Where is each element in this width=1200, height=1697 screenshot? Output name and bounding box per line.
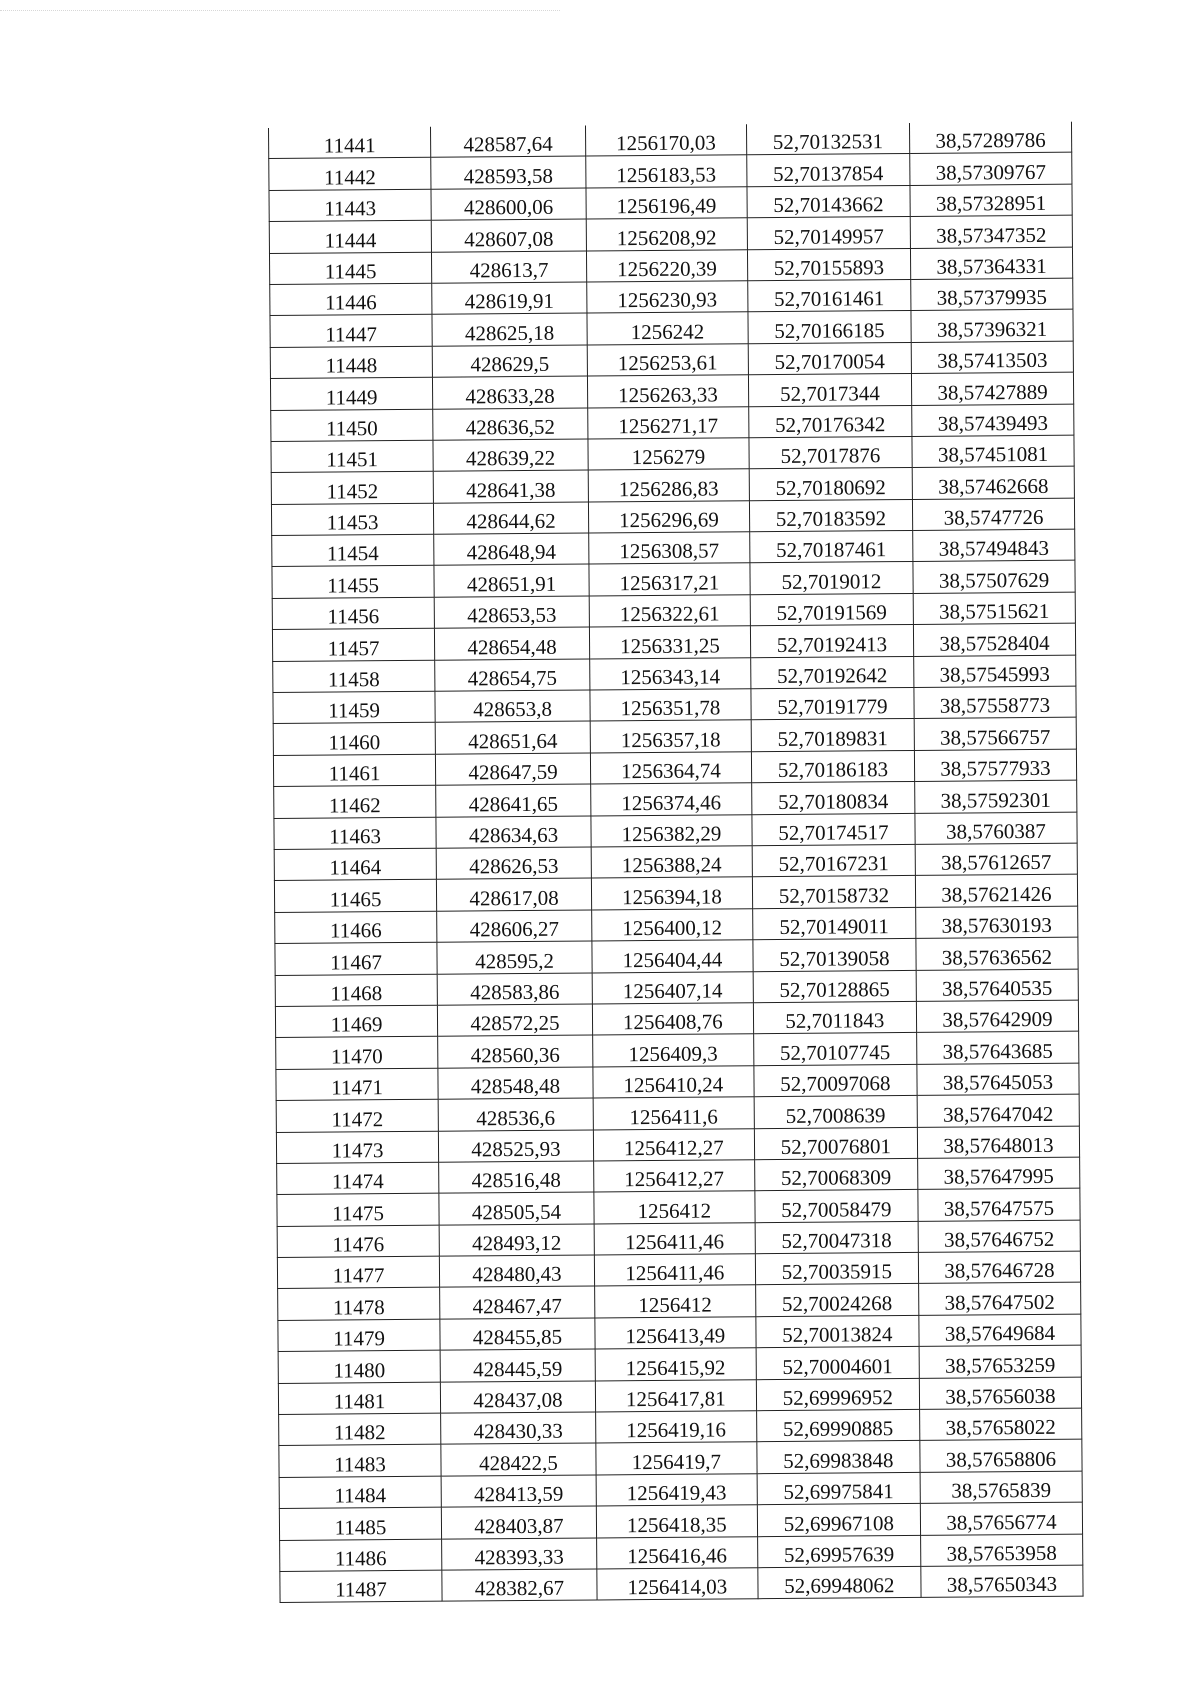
x-coordinate-cell: 428480,43 <box>439 1255 594 1288</box>
y-coordinate-cell: 1256411,6 <box>593 1097 754 1130</box>
x-coordinate-cell: 428613,7 <box>432 251 587 284</box>
x-coordinate-cell: 428644,62 <box>433 502 588 535</box>
longitude-cell: 38,57528404 <box>913 623 1075 656</box>
longitude-cell: 38,57462668 <box>912 466 1074 499</box>
y-coordinate-cell: 1256388,24 <box>591 846 752 879</box>
latitude-cell: 52,7017876 <box>749 436 912 469</box>
latitude-cell: 52,70068309 <box>754 1158 917 1191</box>
y-coordinate-cell: 1256415,92 <box>595 1348 756 1381</box>
y-coordinate-cell: 1256411,46 <box>594 1254 755 1287</box>
latitude-cell: 52,70149957 <box>747 217 910 250</box>
longitude-cell: 38,57653259 <box>919 1345 1081 1378</box>
y-coordinate-cell: 1256263,33 <box>587 375 748 408</box>
longitude-cell: 38,57507629 <box>913 561 1075 594</box>
point-number-cell: 11455 <box>272 566 434 599</box>
latitude-cell: 52,70180692 <box>749 468 912 501</box>
x-coordinate-cell: 428607,08 <box>431 219 586 252</box>
point-number-cell: 11452 <box>271 472 433 505</box>
y-coordinate-cell: 1256271,17 <box>588 406 749 439</box>
y-coordinate-cell: 1256286,83 <box>588 469 749 502</box>
longitude-cell: 38,5747726 <box>912 498 1074 531</box>
longitude-cell: 38,57643685 <box>917 1031 1079 1064</box>
latitude-cell: 52,69996952 <box>756 1378 919 1411</box>
latitude-cell: 52,70170054 <box>748 342 911 375</box>
point-number-cell: 11465 <box>274 880 436 913</box>
x-coordinate-cell: 428654,75 <box>435 659 590 692</box>
x-coordinate-cell: 428413,59 <box>441 1475 596 1508</box>
x-coordinate-cell: 428641,38 <box>433 470 588 503</box>
x-coordinate-cell: 428617,08 <box>436 878 591 911</box>
point-number-cell: 11446 <box>270 283 432 316</box>
point-number-cell: 11479 <box>278 1319 440 1352</box>
y-coordinate-cell: 1256220,39 <box>586 249 747 282</box>
point-number-cell: 11487 <box>280 1570 442 1603</box>
latitude-cell: 52,70149011 <box>752 907 915 940</box>
y-coordinate-cell: 1256253,61 <box>587 343 748 376</box>
point-number-cell: 11486 <box>280 1539 442 1572</box>
x-coordinate-cell: 428625,18 <box>432 313 587 346</box>
longitude-cell: 38,57289786 <box>909 122 1071 154</box>
point-number-cell: 11454 <box>272 534 434 567</box>
y-coordinate-cell: 1256408,76 <box>592 1003 753 1036</box>
point-number-cell: 11469 <box>275 1005 437 1038</box>
y-coordinate-cell: 1256413,49 <box>595 1317 756 1350</box>
latitude-cell: 52,70047318 <box>755 1221 918 1254</box>
latitude-cell: 52,70192642 <box>750 656 913 689</box>
y-coordinate-cell: 1256409,3 <box>593 1034 754 1067</box>
longitude-cell: 38,57636562 <box>916 937 1078 970</box>
point-number-cell: 11459 <box>273 691 435 724</box>
longitude-cell: 38,57451081 <box>912 435 1074 468</box>
point-number-cell: 11473 <box>276 1131 438 1164</box>
longitude-cell: 38,57566757 <box>914 718 1076 751</box>
y-coordinate-cell: 1256412,27 <box>594 1160 755 1193</box>
point-number-cell: 11482 <box>279 1413 441 1446</box>
latitude-cell: 52,70158732 <box>752 876 915 909</box>
y-coordinate-cell: 1256331,25 <box>589 626 750 659</box>
longitude-cell: 38,57427889 <box>911 372 1073 405</box>
point-number-cell: 11470 <box>276 1037 438 1070</box>
y-coordinate-cell: 1256196,49 <box>586 187 747 220</box>
point-number-cell: 11480 <box>278 1350 440 1383</box>
x-coordinate-cell: 428445,59 <box>440 1349 595 1382</box>
point-number-cell: 11468 <box>275 974 437 1007</box>
y-coordinate-cell: 1256407,14 <box>592 971 753 1004</box>
x-coordinate-cell: 428422,5 <box>441 1443 596 1476</box>
y-coordinate-cell: 1256404,44 <box>592 940 753 973</box>
x-coordinate-cell: 428653,53 <box>434 596 589 629</box>
longitude-cell: 38,57413503 <box>911 341 1073 374</box>
y-coordinate-cell: 1256418,35 <box>596 1505 757 1538</box>
latitude-cell: 52,69975841 <box>757 1472 920 1505</box>
latitude-cell: 52,70004601 <box>756 1347 919 1380</box>
x-coordinate-cell: 428583,86 <box>437 973 592 1006</box>
x-coordinate-cell: 428560,36 <box>438 1035 593 1068</box>
longitude-cell: 38,57646728 <box>918 1251 1080 1284</box>
latitude-cell: 52,69983848 <box>757 1441 920 1474</box>
point-number-cell: 11442 <box>269 158 431 191</box>
point-number-cell: 11476 <box>277 1225 439 1258</box>
latitude-cell: 52,70013824 <box>756 1315 919 1348</box>
longitude-cell: 38,57558773 <box>914 686 1076 719</box>
x-coordinate-cell: 428629,5 <box>432 345 587 378</box>
latitude-cell: 52,70166185 <box>748 311 911 344</box>
x-coordinate-cell: 428654,48 <box>434 627 589 660</box>
longitude-cell: 38,57645053 <box>917 1063 1079 1096</box>
latitude-cell: 52,70191779 <box>751 687 914 720</box>
longitude-cell: 38,57656774 <box>920 1502 1082 1535</box>
latitude-cell: 52,70167231 <box>752 844 915 877</box>
x-coordinate-cell: 428467,47 <box>440 1286 595 1319</box>
longitude-cell: 38,57577933 <box>914 749 1076 782</box>
longitude-cell: 38,57328951 <box>910 184 1072 217</box>
longitude-cell: 38,57621426 <box>915 875 1077 908</box>
y-coordinate-cell: 1256411,46 <box>594 1222 755 1255</box>
x-coordinate-cell: 428636,52 <box>433 408 588 441</box>
longitude-cell: 38,57647042 <box>917 1094 1079 1127</box>
point-number-cell: 11457 <box>272 628 434 661</box>
latitude-cell: 52,70076801 <box>754 1127 917 1160</box>
x-coordinate-cell: 428525,93 <box>438 1129 593 1162</box>
y-coordinate-cell: 1256412 <box>594 1191 755 1224</box>
point-number-cell: 11485 <box>279 1507 441 1540</box>
point-number-cell: 11441 <box>268 127 430 159</box>
longitude-cell: 38,57494843 <box>913 529 1075 562</box>
y-coordinate-cell: 1256242 <box>587 312 748 345</box>
latitude-cell: 52,7019012 <box>750 562 913 595</box>
x-coordinate-cell: 428430,33 <box>441 1412 596 1445</box>
x-coordinate-cell: 428647,59 <box>435 753 590 786</box>
point-number-cell: 11478 <box>278 1288 440 1321</box>
y-coordinate-cell: 1256374,46 <box>591 783 752 816</box>
latitude-cell: 52,69990885 <box>756 1409 919 1442</box>
latitude-cell: 52,70137854 <box>747 154 910 187</box>
latitude-cell: 52,7017344 <box>748 374 911 407</box>
x-coordinate-cell: 428653,8 <box>435 690 590 723</box>
latitude-cell: 52,70183592 <box>749 499 912 532</box>
point-number-cell: 11443 <box>269 189 431 222</box>
y-coordinate-cell: 1256317,21 <box>589 563 750 596</box>
longitude-cell: 38,57640535 <box>916 969 1078 1002</box>
longitude-cell: 38,57439493 <box>912 404 1074 437</box>
y-coordinate-cell: 1256412,27 <box>593 1128 754 1161</box>
point-number-cell: 11451 <box>271 440 433 473</box>
latitude-cell: 52,70143662 <box>747 185 910 218</box>
point-number-cell: 11447 <box>270 315 432 348</box>
latitude-cell: 52,70191569 <box>750 593 913 626</box>
point-number-cell: 11460 <box>273 723 435 756</box>
y-coordinate-cell: 1256394,18 <box>591 877 752 910</box>
point-number-cell: 11484 <box>279 1476 441 1509</box>
latitude-cell: 52,70187461 <box>749 531 912 564</box>
point-number-cell: 11467 <box>275 942 437 975</box>
point-number-cell: 11461 <box>273 754 435 787</box>
latitude-cell: 52,70058479 <box>755 1190 918 1223</box>
x-coordinate-cell: 428633,28 <box>433 376 588 409</box>
coordinates-table <box>268 122 1084 1604</box>
point-number-cell: 11450 <box>271 409 433 442</box>
x-coordinate-cell: 428651,64 <box>435 721 590 754</box>
longitude-cell: 38,57364331 <box>910 247 1072 280</box>
y-coordinate-cell: 1256308,57 <box>589 532 750 565</box>
latitude-cell: 52,70186183 <box>751 750 914 783</box>
longitude-cell: 38,57309767 <box>910 153 1072 186</box>
y-coordinate-cell: 1256410,24 <box>593 1065 754 1098</box>
x-coordinate-cell: 428595,2 <box>437 941 592 974</box>
y-coordinate-cell: 1256414,03 <box>597 1568 758 1601</box>
latitude-cell: 52,69948062 <box>758 1566 921 1599</box>
latitude-cell: 52,70161461 <box>748 279 911 312</box>
table-row <box>280 1565 1083 1603</box>
latitude-cell: 52,70189831 <box>751 719 914 752</box>
longitude-cell: 38,57592301 <box>915 780 1077 813</box>
latitude-cell: 52,70174517 <box>752 813 915 846</box>
x-coordinate-cell: 428606,27 <box>437 910 592 943</box>
longitude-cell: 38,57646752 <box>918 1220 1080 1253</box>
y-coordinate-cell: 1256419,43 <box>596 1473 757 1506</box>
point-number-cell: 11449 <box>270 377 432 410</box>
longitude-cell: 38,57347352 <box>910 215 1072 248</box>
point-number-cell: 11453 <box>271 503 433 536</box>
x-coordinate-cell: 428403,87 <box>441 1506 596 1539</box>
y-coordinate-cell: 1256183,53 <box>586 155 747 188</box>
x-coordinate-cell: 428626,53 <box>436 847 591 880</box>
x-coordinate-cell: 428536,6 <box>438 1098 593 1131</box>
latitude-cell: 52,69967108 <box>757 1504 920 1537</box>
longitude-cell: 38,57515621 <box>913 592 1075 625</box>
latitude-cell: 52,70192413 <box>750 625 913 658</box>
longitude-cell: 38,57396321 <box>911 310 1073 343</box>
latitude-cell: 52,69957639 <box>757 1535 920 1568</box>
x-coordinate-cell: 428634,63 <box>436 816 591 849</box>
y-coordinate-cell: 1256412 <box>594 1285 755 1318</box>
x-coordinate-cell: 428648,94 <box>434 533 589 566</box>
longitude-cell: 38,57545993 <box>914 655 1076 688</box>
longitude-cell: 38,57647995 <box>917 1157 1079 1190</box>
point-number-cell: 11463 <box>274 817 436 850</box>
point-number-cell: 11456 <box>272 597 434 630</box>
y-coordinate-cell: 1256400,12 <box>592 908 753 941</box>
point-number-cell: 11474 <box>277 1162 439 1195</box>
point-number-cell: 11472 <box>276 1099 438 1132</box>
longitude-cell: 38,5765839 <box>920 1471 1082 1504</box>
longitude-cell: 38,57653958 <box>920 1534 1082 1567</box>
point-number-cell: 11481 <box>278 1382 440 1415</box>
y-coordinate-cell: 1256170,03 <box>585 124 746 156</box>
y-coordinate-cell: 1256343,14 <box>590 657 751 690</box>
point-number-cell: 11483 <box>279 1445 441 1478</box>
x-coordinate-cell: 428639,22 <box>433 439 588 472</box>
y-coordinate-cell: 1256279 <box>588 438 749 471</box>
x-coordinate-cell: 428437,08 <box>440 1381 595 1414</box>
latitude-cell: 52,7011843 <box>753 1001 916 1034</box>
longitude-cell: 38,57649684 <box>919 1314 1081 1347</box>
x-coordinate-cell: 428548,48 <box>438 1067 593 1100</box>
latitude-cell: 52,70132531 <box>746 123 909 155</box>
point-number-cell: 11445 <box>269 252 431 285</box>
longitude-cell: 38,57656038 <box>919 1377 1081 1410</box>
latitude-cell: 52,70176342 <box>749 405 912 438</box>
longitude-cell: 38,57658806 <box>920 1440 1082 1473</box>
point-number-cell: 11475 <box>277 1193 439 1226</box>
latitude-cell: 52,70107745 <box>753 1033 916 1066</box>
coordinates-table-body <box>268 122 1083 1603</box>
longitude-cell: 38,57648013 <box>917 1126 1079 1159</box>
x-coordinate-cell: 428455,85 <box>440 1318 595 1351</box>
latitude-cell: 52,70024268 <box>755 1284 918 1317</box>
longitude-cell: 38,57642909 <box>916 1000 1078 1033</box>
point-number-cell: 11477 <box>277 1256 439 1289</box>
point-number-cell: 11466 <box>275 911 437 944</box>
longitude-cell: 38,5760387 <box>915 812 1077 845</box>
longitude-cell: 38,57647575 <box>918 1188 1080 1221</box>
y-coordinate-cell: 1256417,81 <box>595 1379 756 1412</box>
y-coordinate-cell: 1256416,46 <box>596 1536 757 1569</box>
x-coordinate-cell: 428619,91 <box>432 282 587 315</box>
x-coordinate-cell: 428382,67 <box>442 1569 597 1602</box>
point-number-cell: 11471 <box>276 1068 438 1101</box>
longitude-cell: 38,57658022 <box>919 1408 1081 1441</box>
x-coordinate-cell: 428572,25 <box>437 1004 592 1037</box>
latitude-cell: 52,70128865 <box>753 970 916 1003</box>
latitude-cell: 52,70097068 <box>754 1064 917 1097</box>
y-coordinate-cell: 1256208,92 <box>586 218 747 251</box>
point-number-cell: 11462 <box>274 785 436 818</box>
latitude-cell: 52,70155893 <box>747 248 910 281</box>
longitude-cell: 38,57650343 <box>921 1565 1083 1598</box>
y-coordinate-cell: 1256382,29 <box>591 814 752 847</box>
y-coordinate-cell: 1256322,61 <box>589 595 750 628</box>
x-coordinate-cell: 428505,54 <box>439 1192 594 1225</box>
longitude-cell: 38,57630193 <box>916 906 1078 939</box>
scan-artifact-line <box>0 10 560 11</box>
point-number-cell: 11448 <box>270 346 432 379</box>
x-coordinate-cell: 428593,58 <box>431 156 586 189</box>
y-coordinate-cell: 1256296,69 <box>588 500 749 533</box>
y-coordinate-cell: 1256419,7 <box>596 1442 757 1475</box>
x-coordinate-cell: 428393,33 <box>442 1538 597 1571</box>
y-coordinate-cell: 1256364,74 <box>590 752 751 785</box>
y-coordinate-cell: 1256419,16 <box>595 1411 756 1444</box>
y-coordinate-cell: 1256230,93 <box>587 281 748 314</box>
x-coordinate-cell: 428516,48 <box>439 1161 594 1194</box>
latitude-cell: 52,7008639 <box>754 1096 917 1129</box>
x-coordinate-cell: 428641,65 <box>436 784 591 817</box>
y-coordinate-cell: 1256357,18 <box>590 720 751 753</box>
point-number-cell: 11458 <box>273 660 435 693</box>
x-coordinate-cell: 428600,06 <box>431 188 586 221</box>
point-number-cell: 11464 <box>274 848 436 881</box>
x-coordinate-cell: 428493,12 <box>439 1224 594 1257</box>
longitude-cell: 38,57379935 <box>911 278 1073 311</box>
point-number-cell: 11444 <box>269 220 431 253</box>
x-coordinate-cell: 428587,64 <box>431 126 586 158</box>
latitude-cell: 52,70035915 <box>755 1252 918 1285</box>
y-coordinate-cell: 1256351,78 <box>590 689 751 722</box>
latitude-cell: 52,70139058 <box>753 939 916 972</box>
latitude-cell: 52,70180834 <box>751 782 914 815</box>
longitude-cell: 38,57612657 <box>915 843 1077 876</box>
longitude-cell: 38,57647502 <box>918 1283 1080 1316</box>
x-coordinate-cell: 428651,91 <box>434 564 589 597</box>
